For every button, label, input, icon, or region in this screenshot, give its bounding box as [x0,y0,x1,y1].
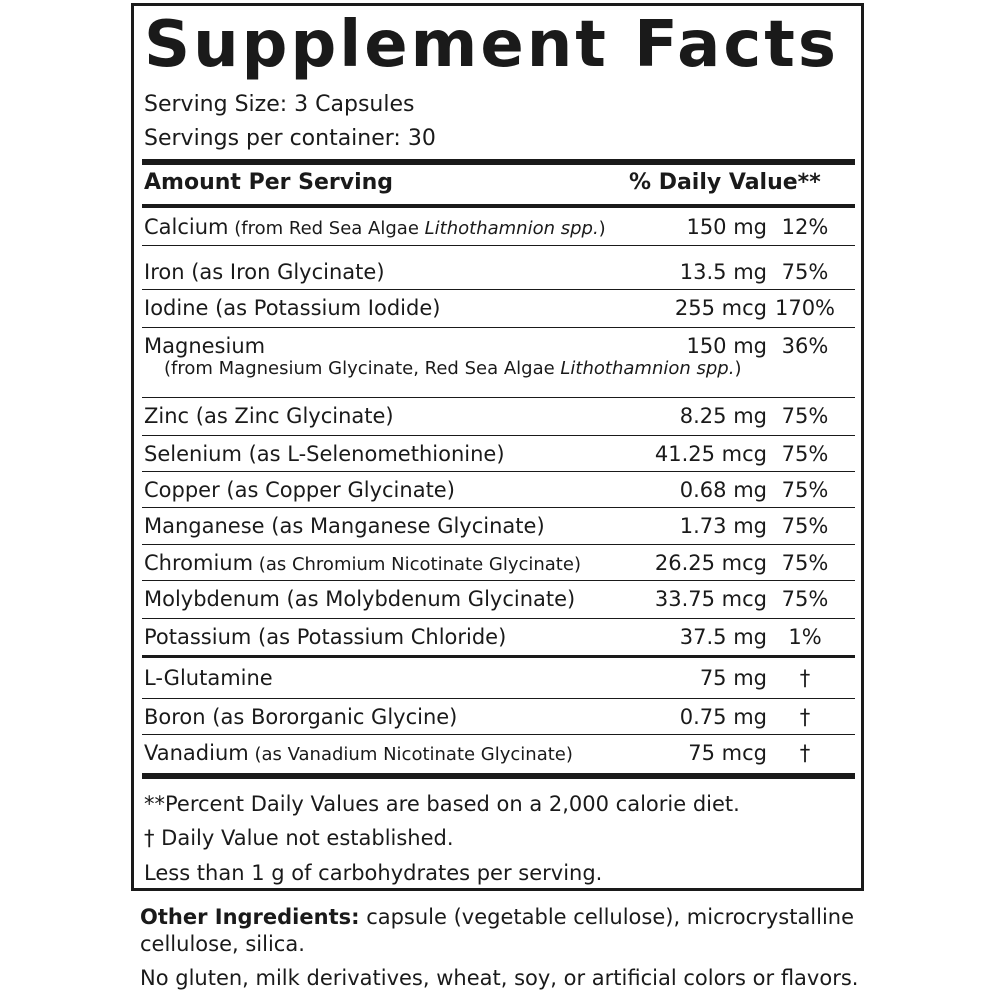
nutrient-source-text: (as Chromium Nicotinate Glycinate) [258,554,581,575]
other-nutrient-daily-value: † [799,741,811,765]
nutrient-name [144,551,581,575]
panel-title: Supplement Facts [144,8,839,82]
other-nutrient-daily-value: † [799,705,811,729]
other-ingredients-label: Other Ingredients: [140,905,360,929]
nutrient-daily-value: 75% [781,260,829,284]
nutrient-amount: 150 mg [686,334,767,358]
nutrient-amount: 37.5 mg [679,625,767,649]
nutrient-name [144,334,265,358]
other-nutrient-source [249,744,573,765]
other-ingredients-text: capsule (vegetable cellulose), microcrystalline [359,905,855,929]
nutrient-name [144,215,606,239]
nutrient-name [144,587,575,611]
nutrient-daily-value: 75% [781,587,829,611]
nutrient-row [142,581,855,619]
nutrient-name-text: Molybdenum (as Molybdenum Glycinate) [144,587,576,611]
nutrient-amount: 8.25 mg [679,404,767,428]
other-nutrient-amount: 75 mg [699,666,767,690]
nutrient-row [142,254,855,290]
nutrient-name [144,625,506,649]
nutrient-daily-value: 75% [781,551,829,575]
other-nutrient-name [144,666,273,690]
nutrient-amount: 41.25 mcg [654,442,767,466]
supplement-facts-panel [131,3,864,891]
nutrient-name [144,442,505,466]
nutrient-daily-value: 75% [781,514,829,538]
nutrient-name-text: Magnesium [144,334,266,358]
other-nutrient-name-text: L-Glutamine [144,666,273,690]
nutrient-daily-value: 170% [774,296,836,320]
allergen-statement: No gluten, milk derivatives, wheat, soy, or artificial colors or flavors. [140,966,859,990]
serving-size: Serving Size: 3 Capsules [144,92,415,117]
nutrient-name-text: Calcium [144,215,229,239]
nutrient-name [144,296,440,320]
other-ingredients [140,905,854,929]
nutrient-row [142,508,855,545]
nutrient-row [142,290,855,328]
nutrient-row [142,209,855,246]
nutrient-row [142,436,855,472]
nutrient-amount: 255 mcg [674,296,767,320]
nutrient-source-text: (from Red Sea Algae [234,218,425,239]
other-ingredients-text-cont: cellulose, silica. [140,932,305,956]
header-divider [142,204,855,208]
amount-per-serving-header: Amount Per Serving [144,170,394,195]
nutrient-name [144,478,455,502]
nutrient-amount: 0.68 mg [679,478,767,502]
nutrient-name [144,514,545,538]
other-nutrient-name-text: Vanadium [144,741,249,765]
daily-value-header: % Daily Value** [629,170,821,195]
footnote-daily-values: **Percent Daily Values are based on a 2,000 calorie diet. [144,792,740,816]
thick-divider-top [142,159,855,165]
nutrient-name [144,260,385,284]
nutrient-row [142,619,855,657]
nutrient-sub-source [164,358,741,379]
other-nutrient-amount: 0.75 mg [679,705,767,729]
nutrient-name-text: Chromium [144,551,254,575]
other-nutrient-source-text: (as Vanadium Nicotinate Glycinate) [254,744,573,765]
other-nutrient-row [142,699,855,735]
nutrient-source [253,554,581,575]
nutrient-name-text: Manganese (as Manganese Glycinate) [144,514,545,538]
footnote-carbohydrates: Less than 1 g of carbohydrates per serving. [144,861,603,885]
nutrient-daily-value: 1% [788,625,822,649]
section-divider [142,655,855,658]
nutrient-daily-value: 75% [781,404,829,428]
nutrient-row [142,472,855,508]
nutrient-amount: 26.25 mcg [654,551,767,575]
nutrient-sub-source-species: Lithothamnion spp. [560,358,735,379]
nutrient-row [142,328,855,398]
nutrient-name-text: Iron (as Iron Glycinate) [144,260,385,284]
nutrient-name-text: Iodine (as Potassium Iodide) [144,296,441,320]
nutrient-name-text: Copper (as Copper Glycinate) [144,478,455,502]
other-nutrient-name-text: Boron (as Bororganic Glycine) [144,705,458,729]
nutrient-row [142,545,855,581]
nutrient-amount: 33.75 mcg [654,587,767,611]
nutrient-name-text: Potassium (as Potassium Chloride) [144,625,507,649]
nutrient-amount: 1.73 mg [679,514,767,538]
nutrient-name [144,404,394,428]
other-nutrient-amount: 75 mcg [688,741,767,765]
other-nutrient-row [142,735,855,773]
other-nutrient-name [144,705,457,729]
nutrient-name-text: Zinc (as Zinc Glycinate) [144,404,394,428]
nutrient-daily-value: 36% [781,334,829,358]
other-nutrient-daily-value: † [799,666,811,690]
nutrient-sub-source-text: (from Magnesium Glycinate, Red Sea Algae [164,358,561,379]
nutrient-source-species: Lithothamnion spp. [424,218,599,239]
nutrient-source-end: ) [598,218,606,239]
nutrient-amount: 150 mg [686,215,767,239]
nutrient-daily-value: 75% [781,442,829,466]
nutrient-name-text: Selenium (as L-Selenomethionine) [144,442,505,466]
servings-per-container: Servings per container: 30 [144,126,436,151]
nutrient-daily-value: 75% [781,478,829,502]
nutrient-row [142,398,855,436]
thick-divider-bottom [142,773,855,779]
nutrient-source [229,218,606,239]
nutrient-sub-source-end: ) [734,358,742,379]
nutrient-amount: 13.5 mg [679,260,767,284]
nutrient-daily-value: 12% [781,215,829,239]
other-nutrient-name [144,741,573,765]
other-nutrient-row [142,660,855,699]
footnote-dagger: † Daily Value not established. [144,826,454,850]
